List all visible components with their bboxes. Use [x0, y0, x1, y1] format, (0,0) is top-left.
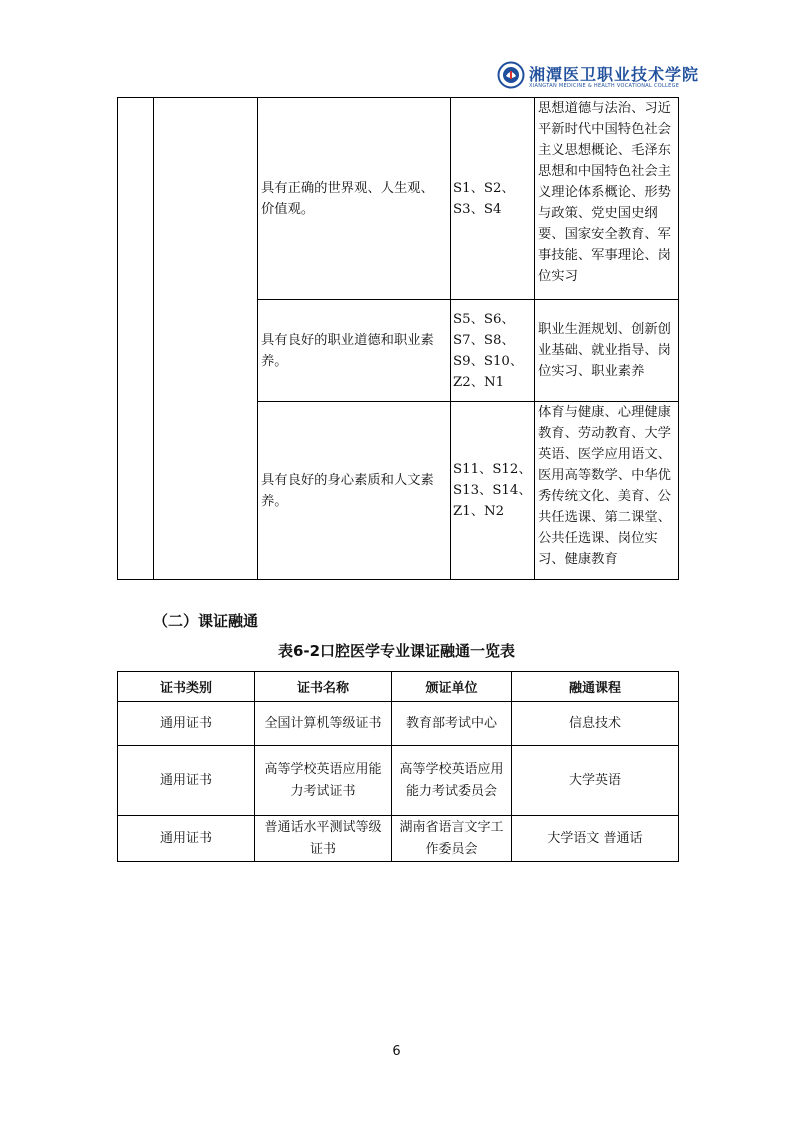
table-cell: 湖南省语言文字工作委员会: [392, 816, 512, 862]
table-row: [118, 816, 679, 862]
table-cell: 通用证书: [118, 746, 255, 816]
certificate-table: [117, 671, 679, 862]
table-cell: 大学语文 普通话: [512, 816, 679, 862]
table-cell: 高等学校英语应用能力考试证书: [255, 746, 392, 816]
column-header: 证书名称: [255, 672, 392, 702]
code-cell: S11、S12、S13、S14、Z1、N2: [451, 402, 535, 580]
column-header: 颁证单位: [392, 672, 512, 702]
table-row: [118, 746, 679, 816]
college-emblem-icon: [497, 61, 525, 89]
table-cell: 全国计算机等级证书: [255, 702, 392, 746]
table-row: [118, 702, 679, 746]
goal-cell: 具有良好的身心素质和人文素养。: [258, 402, 451, 580]
column-header: 证书类别: [118, 672, 255, 702]
table-cell: 通用证书: [118, 702, 255, 746]
table-row: [118, 98, 679, 300]
table-header-row: [118, 672, 679, 702]
blank-cell: [118, 98, 154, 580]
table-cell: 高等学校英语应用能力考试委员会: [392, 746, 512, 816]
table-cell: 通用证书: [118, 816, 255, 862]
college-name-cn: 湘潭医卫职业技术学院: [529, 65, 700, 84]
course-cell: 思想道德与法治、习近平新时代中国特色社会主义思想概论、毛泽东思想和中国特色社会主义理论体系概论、形势与政策、党史国史纲要、国家安全教育、军事技能、军事理论、岗位实习: [535, 98, 679, 300]
blank-cell: [154, 98, 258, 580]
column-header: 融通课程: [512, 672, 679, 702]
code-cell: S1、S2、S3、S4: [451, 98, 535, 300]
course-cell: 职业生涯规划、创新创业基础、就业指导、岗位实习、职业素养: [535, 300, 679, 402]
table-cell: 大学英语: [512, 746, 679, 816]
table-cell: 普通话水平测试等级证书: [255, 816, 392, 862]
table-caption: 表6-2口腔医学专业课证融通一览表: [277, 642, 516, 660]
college-logo: [497, 61, 700, 95]
section-heading: （二）课证融通: [153, 612, 259, 630]
training-goals-table: [117, 97, 679, 580]
course-cell: 体育与健康、心理健康教育、劳动教育、大学英语、医学应用语文、医用高等数学、中华优秀传统文化、美育、公共任选课、第二课堂、公共任选课、岗位实习、健康教育: [535, 402, 679, 580]
college-name-en: XIANGTAN MEDICINE & HEALTH VOCATIONAL COLLEGE: [529, 83, 680, 89]
code-cell: S5、S6、S7、S8、S9、S10、Z2、N1: [451, 300, 535, 402]
table-cell: 教育部考试中心: [392, 702, 512, 746]
table-cell: 信息技术: [512, 702, 679, 746]
goal-cell: 具有良好的职业道德和职业素养。: [258, 300, 451, 402]
goal-cell: 具有正确的世界观、人生观、价值观。: [258, 98, 451, 300]
page-number: 6: [392, 1044, 401, 1059]
